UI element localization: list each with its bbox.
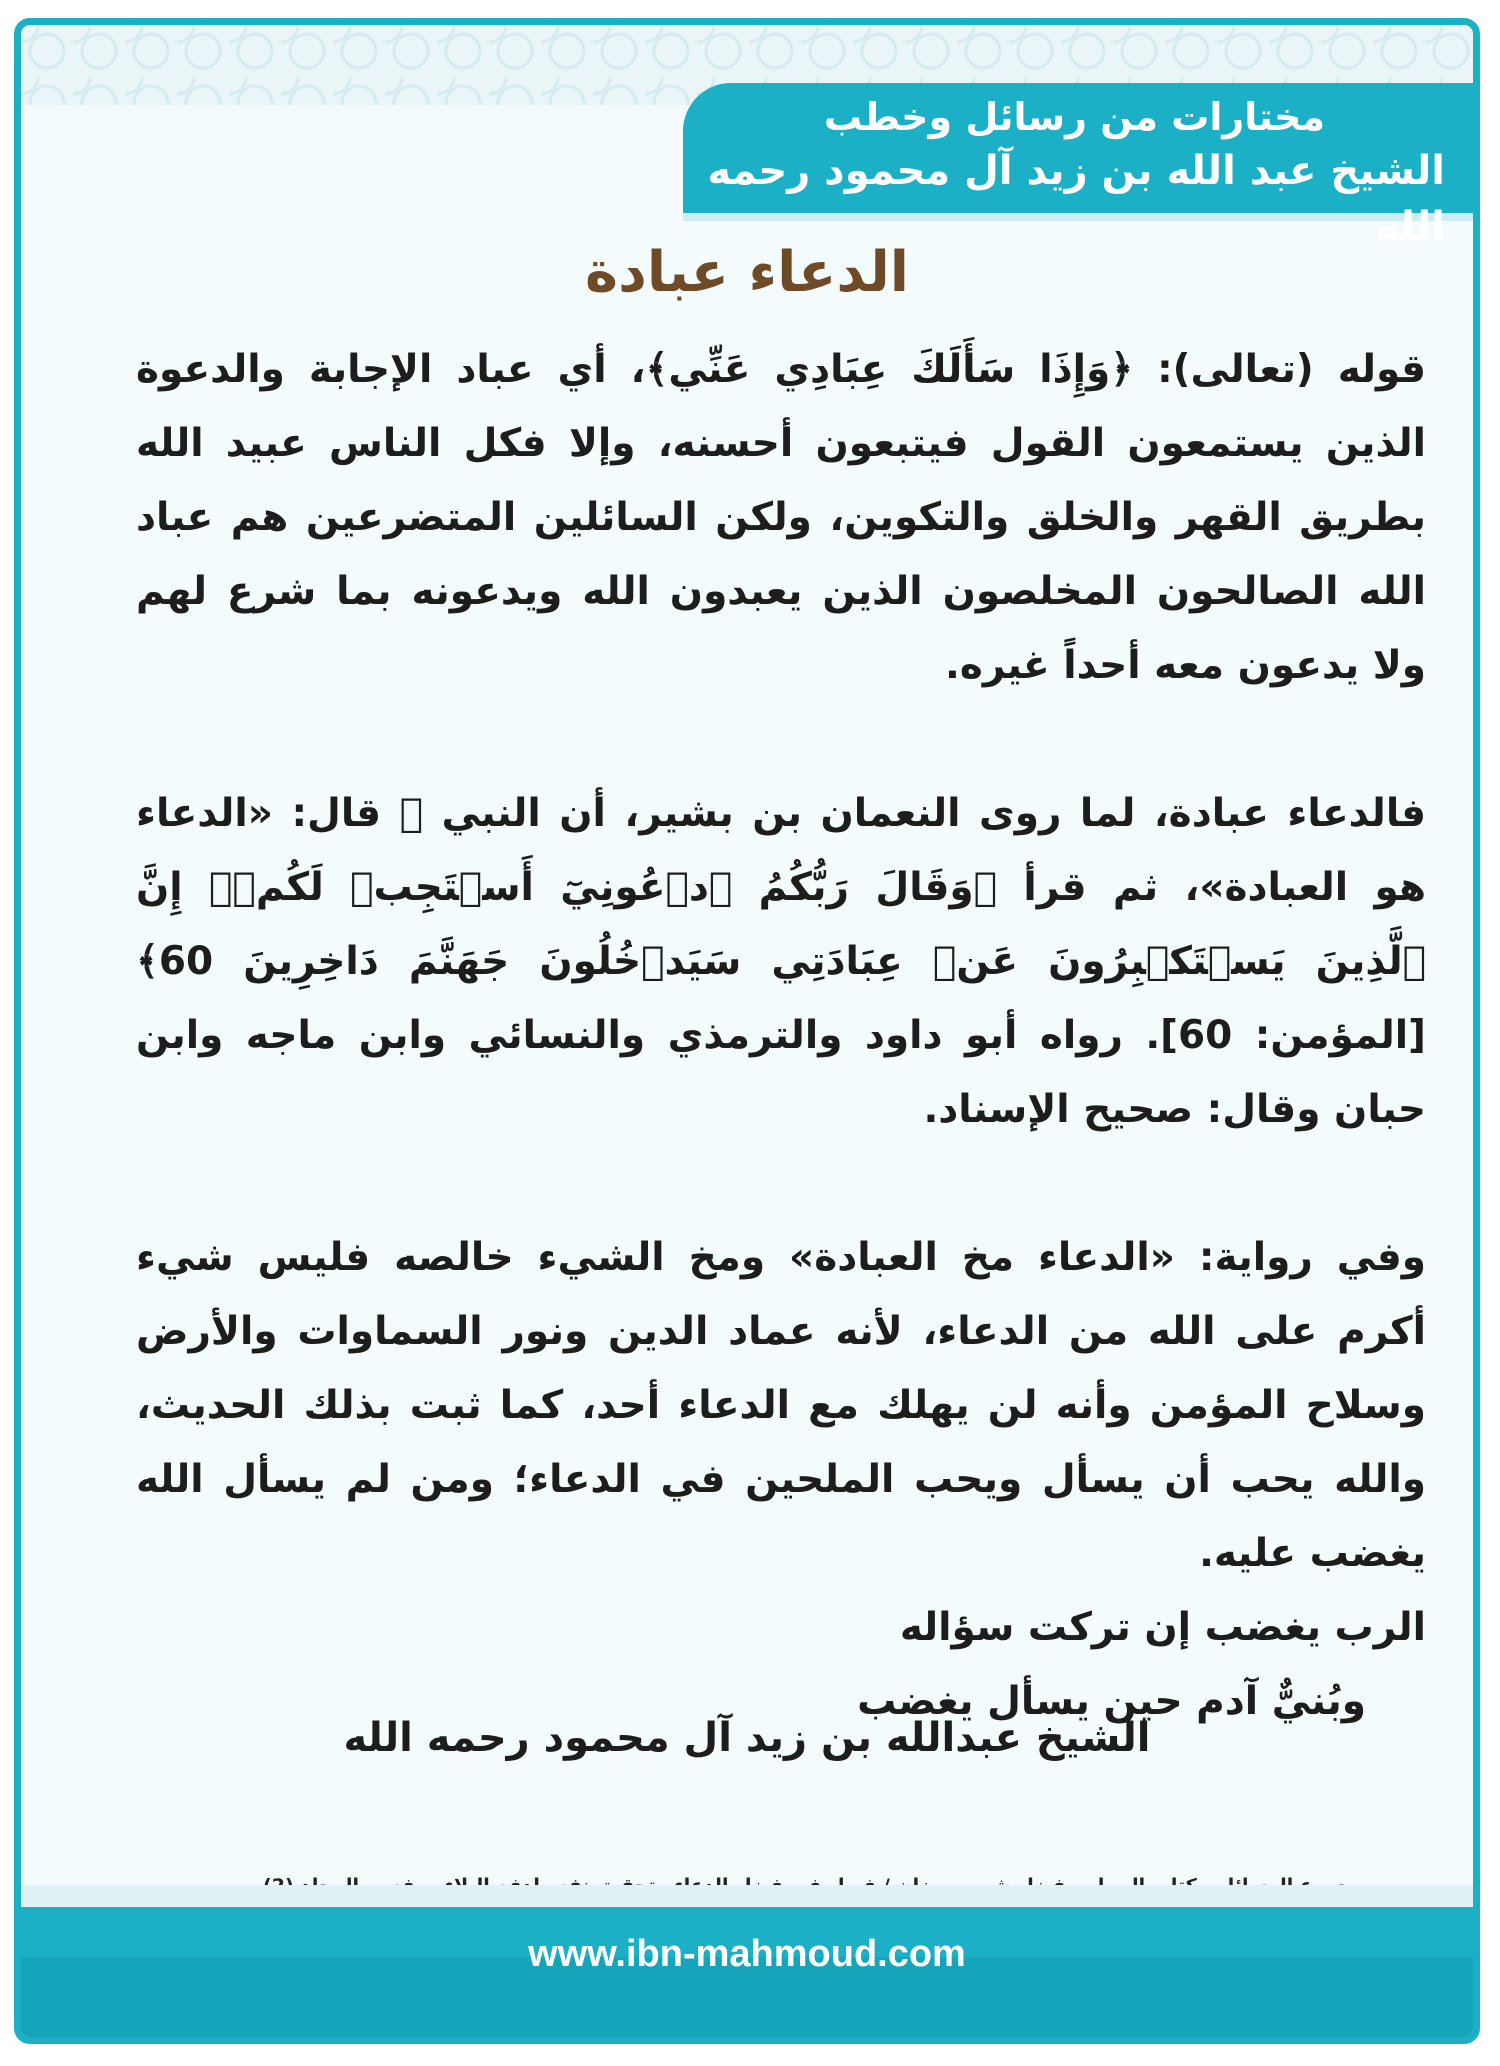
poem-line-1: الرب يغضب إن تركت سؤاله [899,1605,1426,1650]
paragraph-1: قوله (تعالى): ﴿وَإِذَا سَأَلَكَ عِبَادِي عَنِّي﴾، أي عباد الإجابة والدعوة الذين يستمعون القول فيتبعون أحسنه، وإلا فكل الناس عبيد الله بطريق القهر والخلق والتكوين، ولكن السائلين المتضرعين هم عباد الله الصالحون المخلصون الذين يعبدون الله ويدعونه بما شرع لهم ولا يدعون معه أحداً غيره. [136,347,1426,688]
header [685,91,1445,255]
article-body [136,333,1426,1739]
page-frame [14,18,1480,2044]
paragraph-3: وفي رواية: «الدعاء مخ العبادة» ومخ الشيء خالصه فليس شيء أكرم على الله من الدعاء، لأنه عماد الدين ونور السماوات والأرض وسلاح المؤمن وأنه لن يهلك مع الدعاء أحد، كما ثبت بذلك الحديث، والله يحب أن يسأل ويحب الملحين في الدعاء؛ ومن لم يسأل الله يغضب عليه. [136,1235,1426,1576]
author-signature: الشيخ عبدالله بن زيد آل محمود رحمه الله [343,1715,1151,1761]
footer-strip [21,1885,1473,1907]
header-author: الشيخ عبد الله بن زيد آل محمود رحمه الله [707,148,1445,250]
page-title: الدعاء عبادة [585,240,909,305]
header-series-title: مختارات من رسائل وخطب [823,95,1325,139]
poem-line-2: وبُنيٌّ آدم حين يسأل يغضب [857,1679,1366,1724]
website-link[interactable]: www.ibn-mahmoud.com [528,1933,966,1975]
paragraph-2: فالدعاء عبادة، لما روى النعمان بن بشير، أن النبي ﷺ قال: «الدعاء هو العبادة»، ثم قرأ ﴿وَقَالَ رَبُّكُمُ ٱدۡعُونِيٓ أَسۡتَجِبۡ لَكُمۡۚ إِنَّ ٱلَّذِينَ يَسۡتَكۡبِرُونَ عَنۡ عِبَادَتِي سَيَدۡخُلُونَ جَهَنَّمَ دَاخِرِينَ 60﴾ [المؤمن: 60]. رواه أبو داود والترمذي والنسائي وابن ماجه وابن حبان وقال: صحيح الإسناد. [136,791,1427,1132]
footer [21,1885,1473,2037]
